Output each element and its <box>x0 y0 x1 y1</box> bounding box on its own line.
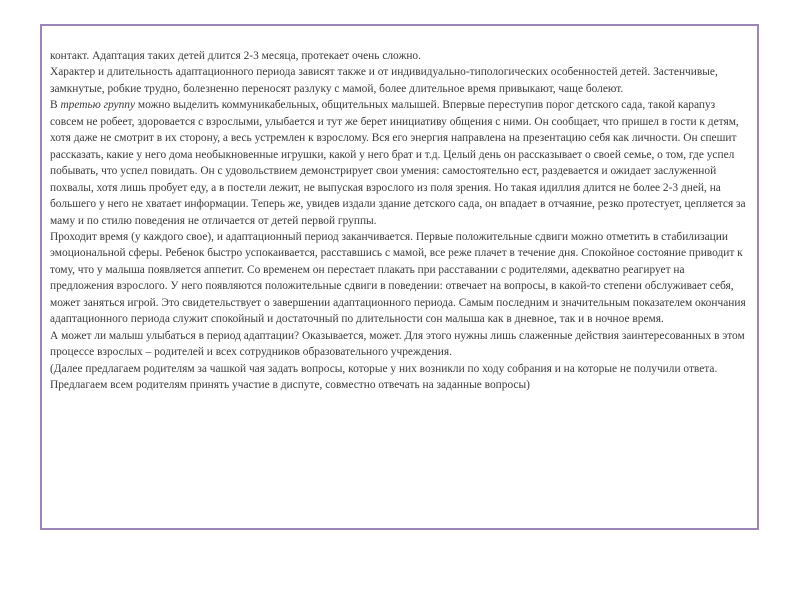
paragraph-third-group-rest: можно выделить коммуникабельных, общительных малышей. Впервые переступив порог детского сада, такой карапуз совсем не робеет, здоровается с взрослыми, улыбается и тут же берет инициативу общения с ними. Он сообщает, что пришел в гости к детям, хотя даже не смотрит в их сторону, а весь устремлен к взрослому. Вся его энергия направлена на презентацию себя как личности. Он спешит рассказать, какие у него дома необыкновенные игрушки, какой у него брат и т.д. Целый день он рассказывает о своей семье, о том, где успел побывать, что успел повидать. Он с удовольствием демонстрирует свои умения: самостоятельно ест, раздевается и ожидает заслуженной похвалы, хотя лишь пробует еду, а в постели лежит, не выпуская взрослого из поля зрения. Но такая идиллия длится не более 2-3 дней, на большего у него не хватает информации. Теперь же, увидев издали здание детского сада, он впадает в отчаяние, резко протестует, цепляется за маму и по стилю поведения не отличается от детей первой группы. <box>50 99 746 227</box>
paragraph-adaptation-duration: контакт. Адаптация таких детей длится 2-3 месяца, протекает очень сложно. <box>50 50 421 62</box>
paragraph-third-group <box>50 97 751 229</box>
paragraph-adaptation-end: Проходит время (у каждого свое), и адаптационный период заканчивается. Первые положительные сдвиги можно отметить в стабилизации эмоциональной сферы. Ребенок быстро успокаивается, расставшись с мамой, все реже плачет в течение дня. Спокойное состояние приводит к тому, что у малыша появляется аппетит. Со временем он перестает плакать при расставании с родителями, адекватно реагирует на предложения взрослого. У него появляются положительные сдвиги в поведении: отвечает на вопросы, в какой-то степени обслуживает себя, может заняться игрой. Это свидетельствует о завершении адаптационного периода. Самым последним и значительным показателем окончания адаптационного периода служит спокойный и достаточный по длительности сон малыша как в дневное, так и в ночное время. <box>50 230 746 326</box>
paragraph-tea-questions: (Далее предлагаем родителям за чашкой чая задать вопросы, которые у них возникли по ходу собрания и на которые не получили ответа. Предлагаем всем родителям принять участие в диспуте, совместно отвечать на заданные вопросы) <box>50 362 718 392</box>
paragraph-can-child-smile: А может ли малыш улыбаться в период адаптации? Оказывается, может. Для этого нужны лишь слаженные действия заинтересованных в этом процессе взрослых – родителей и всех сотрудников образовательного учреждения. <box>50 329 745 359</box>
paragraph-third-group-prefix: В <box>50 99 61 112</box>
document-body <box>50 48 751 394</box>
document-page <box>40 24 759 530</box>
paragraph-individual-features: Характер и длительность адаптационного периода зависят также и от индивидуально-типологических особенностей детей. Застенчивые, замкнутые, робкие трудно, болезненно переносят разлуку с мамой, более длительное время привыкают, чаще болеют. <box>50 66 718 95</box>
third-group-emphasis: третью группу <box>60 99 136 112</box>
